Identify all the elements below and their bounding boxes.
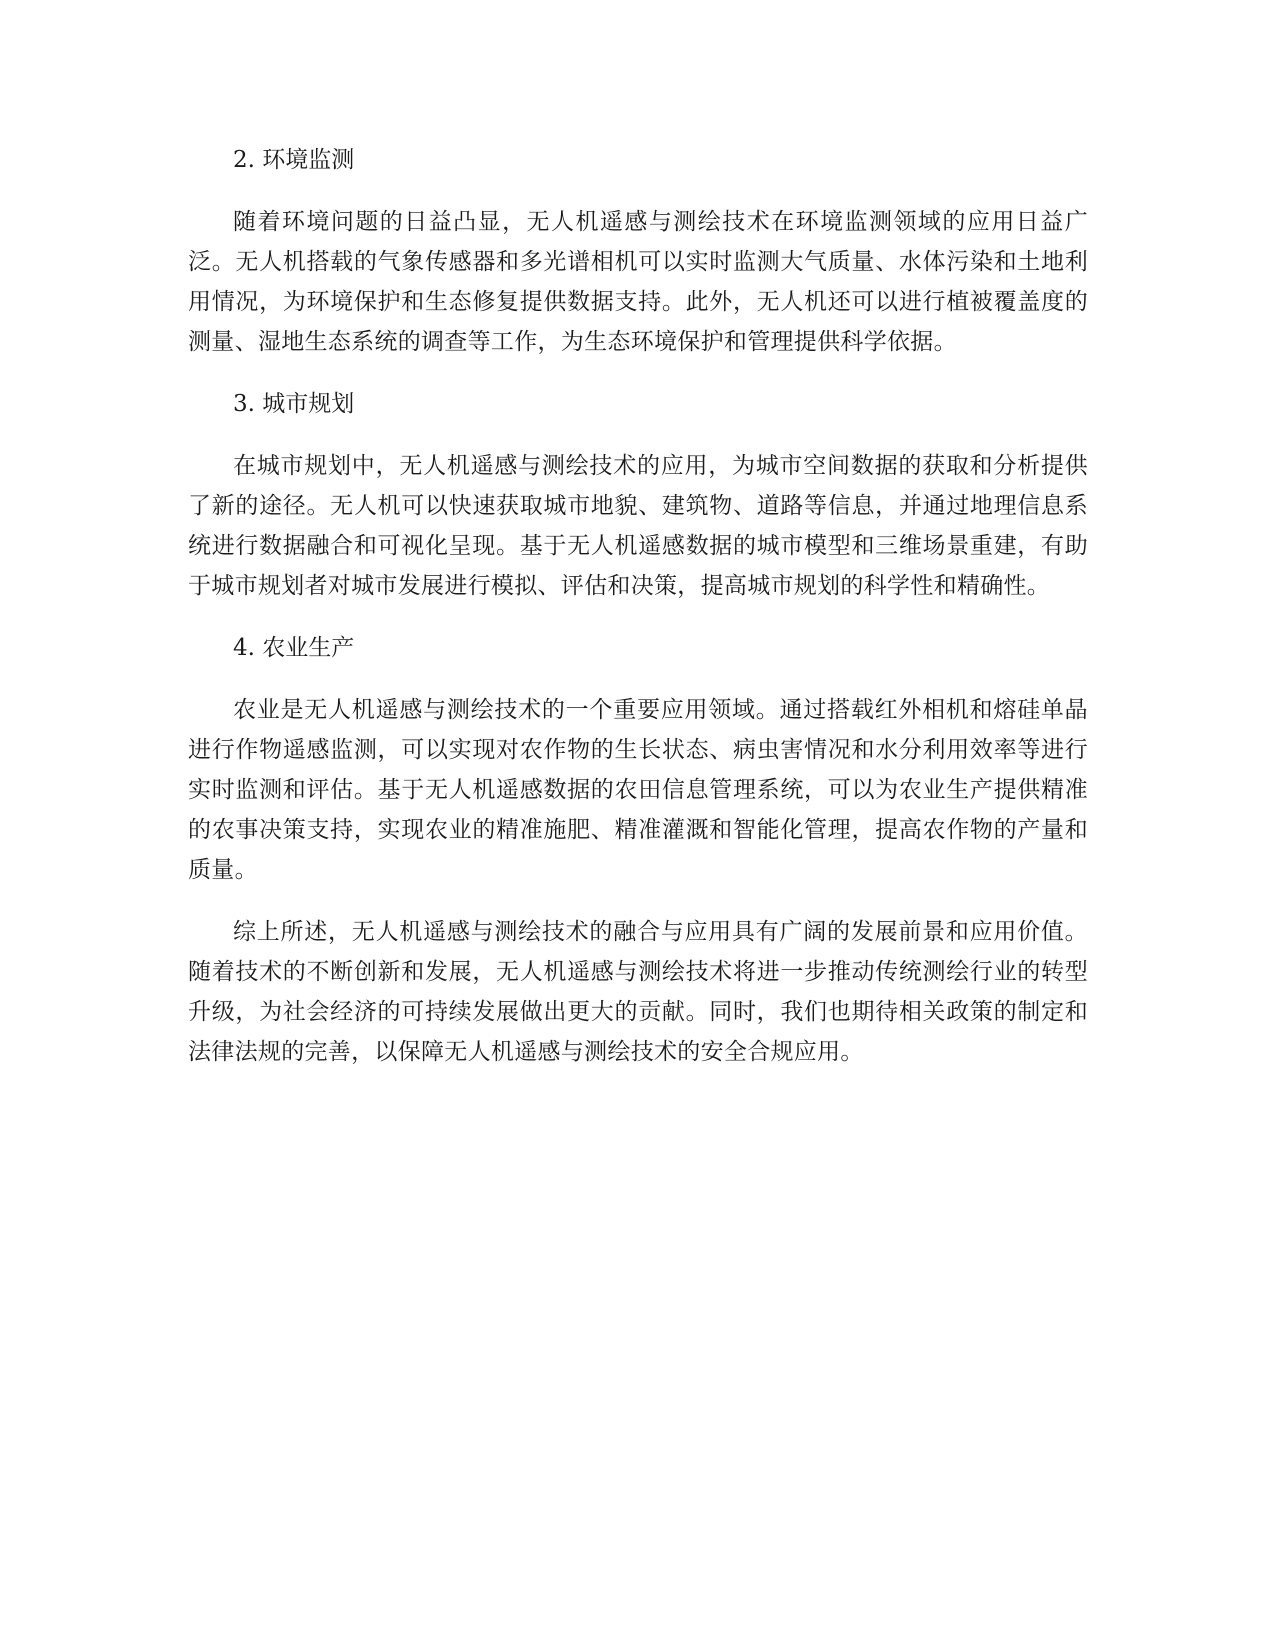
section-paragraph-agriculture: 农业是无人机遥感与测绘技术的一个重要应用领域。通过搭载红外相机和熔硅单晶进行作物遥感监测，可以实现对农作物的生长状态、病虫害情况和水分利用效率等进行实时监测和评估。基于无人机遥感数据的农田信息管理系统，可以为农业生产提供精准的农事决策支持，实现农业的精准施肥、精准灌溉和智能化管理，提高农作物的产量和质量。 [188, 697, 1088, 883]
section-heading-agriculture: 4. 农业生产 [233, 635, 355, 661]
section-paragraph-environment-monitoring: 随着环境问题的日益凸显，无人机遥感与测绘技术在环境监测领域的应用日益广泛。无人机搭载的气象传感器和多光谱相机可以实时监测大气质量、水体污染和土地利用情况，为环境保护和生态修复提供数据支持。此外，无人机还可以进行植被覆盖度的测量、湿地生态系统的调查等工作，为生态环境保护和管理提供科学依据。 [188, 209, 1088, 355]
section-heading-environment-monitoring: 2. 环境监测 [233, 147, 355, 173]
section-heading-urban-planning: 3. 城市规划 [233, 391, 355, 417]
section-paragraph-urban-planning: 在城市规划中，无人机遥感与测绘技术的应用，为城市空间数据的获取和分析提供了新的途径。无人机可以快速获取城市地貌、建筑物、道路等信息，并通过地理信息系统进行数据融合和可视化呈现。基于无人机遥感数据的城市模型和三维场景重建，有助于城市规划者对城市发展进行模拟、评估和决策，提高城市规划的科学性和精确性。 [188, 453, 1088, 599]
conclusion-paragraph: 综上所述，无人机遥感与测绘技术的融合与应用具有广阔的发展前景和应用价值。随着技术的不断创新和发展，无人机遥感与测绘技术将进一步推动传统测绘行业的转型升级，为社会经济的可持续发展做出更大的贡献。同时，我们也期待相关政策的制定和法律法规的完善，以保障无人机遥感与测绘技术的安全合规应用。 [188, 919, 1088, 1065]
document-body [188, 140, 1088, 1094]
